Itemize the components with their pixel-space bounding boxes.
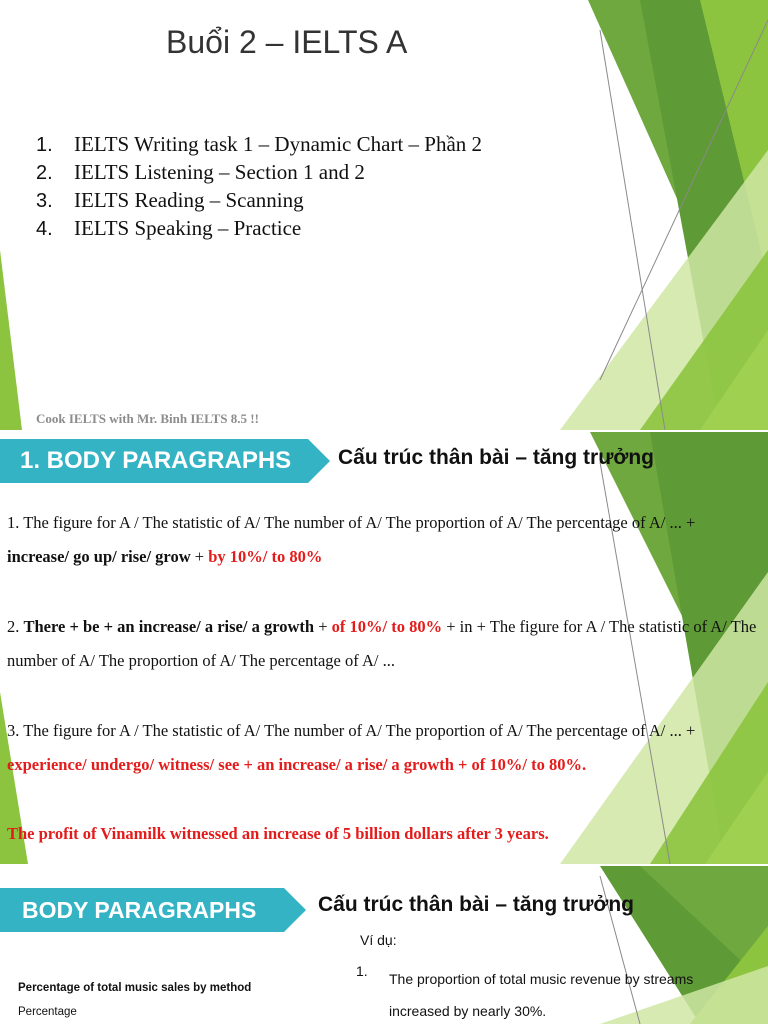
- example-sentence: The profit of Vinamilk witnessed an increase of 5 billion dollars after 3 years.: [7, 824, 549, 843]
- agenda-item: 2. IELTS Listening – Section 1 and 2: [36, 160, 365, 184]
- slide-agenda: [0, 0, 768, 430]
- example-text: The proportion of total music revenue by streams increased by nearly 30%.: [389, 971, 694, 1019]
- agenda-list: [36, 130, 482, 242]
- slide-subtitle: Cấu trúc thân bài – tăng trưởng: [318, 893, 634, 916]
- slide-structures: [0, 432, 768, 864]
- agenda-item: 3. IELTS Reading – Scanning: [36, 188, 304, 212]
- structure-2: 2. There + be + an increase/ a rise/ a growth + of 10%/ to 80% + in + The figure for A / The statistic of A/ The number of A/ The proportion of A/ The percentage of A/ ...: [7, 617, 757, 670]
- agenda-item: 1. IELTS Writing task 1 – Dynamic Chart – Phần 2: [36, 132, 483, 156]
- section-banner: 1. BODY PARAGRAPHS: [0, 439, 308, 483]
- footer-credit: Cook IELTS with Mr. Binh IELTS 8.5 !!: [36, 411, 259, 426]
- chart-y-label: Percentage: [18, 1006, 77, 1018]
- agenda-item: 4. IELTS Speaking – Practice: [36, 216, 302, 240]
- section-banner: BODY PARAGRAPHS: [0, 888, 284, 932]
- example-number: 1.: [356, 963, 368, 979]
- structure-3: 3. The figure for A / The statistic of A/ The number of A/ The proportion of A/ The percentage of A/ ... + experience/ undergo/ witness/ see + an increase/ a rise/ a growth + of 10%/ to 80%.: [7, 721, 696, 774]
- slide-title: Buổi 2 – IELTS A: [166, 24, 408, 60]
- example-label: Ví dụ:: [360, 932, 397, 948]
- banner-arrow: [308, 439, 330, 483]
- structure-1: 1. The figure for A / The statistic of A/ The number of A/ The proportion of A/ The percentage of A/ ... + increase/ go up/ rise/ grow + by 10%/ to 80%: [7, 513, 696, 566]
- chart-title: Percentage of total music sales by method: [18, 982, 252, 994]
- slide-example: [0, 866, 768, 1024]
- banner-arrow: [284, 888, 306, 932]
- slide-subtitle: Cấu trúc thân bài – tăng trưởng: [338, 446, 654, 469]
